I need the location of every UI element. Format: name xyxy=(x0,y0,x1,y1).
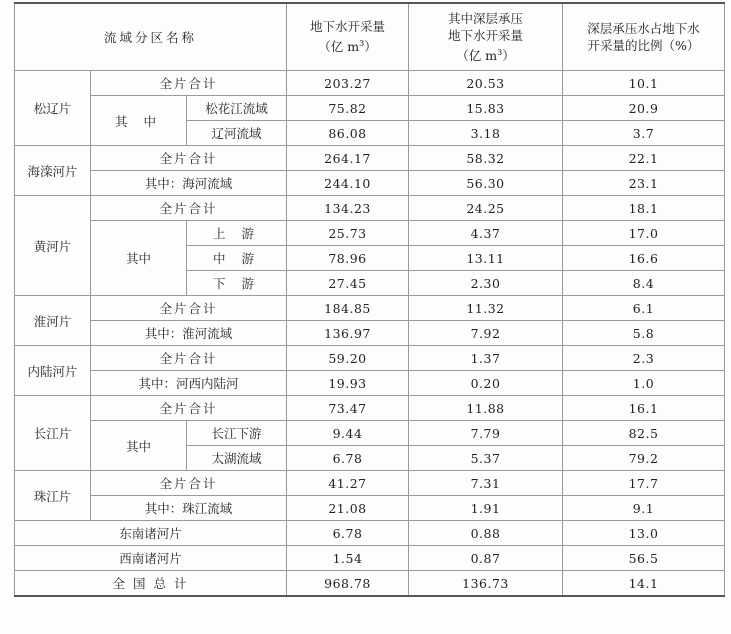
qizhong-label: 其中 xyxy=(91,221,187,296)
group-name: 内陆河片 xyxy=(15,346,91,396)
table-row xyxy=(15,471,725,496)
cell-ratio: 79.2 xyxy=(563,446,725,471)
unit-superscript: 3 xyxy=(359,39,365,49)
table-row xyxy=(15,71,725,96)
sub-label: 辽河流域 xyxy=(187,121,287,146)
cell-ratio: 18.1 xyxy=(563,196,725,221)
cell-ratio: 14.1 xyxy=(563,571,725,597)
cell-ratio: 17.7 xyxy=(563,471,725,496)
cell-deep-extraction: 5.37 xyxy=(409,446,563,471)
cell-deep-extraction: 7.31 xyxy=(409,471,563,496)
cell-ratio: 17.0 xyxy=(563,221,725,246)
header-extraction xyxy=(287,3,409,71)
cell-extraction: 78.96 xyxy=(287,246,409,271)
cell-ratio: 16.6 xyxy=(563,246,725,271)
unit-superscript: 3 xyxy=(497,47,503,57)
sub-label: 下 游 xyxy=(187,271,287,296)
cell-ratio: 9.1 xyxy=(563,496,725,521)
cell-ratio: 2.3 xyxy=(563,346,725,371)
group-name: 海滦河片 xyxy=(15,146,91,196)
sub-label: 太湖流域 xyxy=(187,446,287,471)
group-name: 珠江片 xyxy=(15,471,91,521)
cell-extraction: 86.08 xyxy=(287,121,409,146)
cell-ratio: 10.1 xyxy=(563,71,725,96)
group-name: 松辽片 xyxy=(15,71,91,146)
cell-deep-extraction: 136.73 xyxy=(409,571,563,597)
cell-extraction: 27.45 xyxy=(287,271,409,296)
single-sub-label: 其中：淮河流域 xyxy=(91,321,287,346)
header-extraction-label: 地下水开采量 xyxy=(309,19,385,35)
region-label: 西南诸河片 xyxy=(15,546,287,571)
cell-deep-extraction: 15.83 xyxy=(409,96,563,121)
cell-extraction: 184.85 xyxy=(287,296,409,321)
header-ratio xyxy=(563,3,725,71)
header-row xyxy=(15,3,725,71)
cell-extraction: 134.23 xyxy=(287,196,409,221)
total-label: 全片合计 xyxy=(91,396,287,421)
cell-ratio: 23.1 xyxy=(563,171,725,196)
header-deep-extraction xyxy=(409,3,563,71)
single-sub-label: 其中：海河流域 xyxy=(91,171,287,196)
cell-extraction: 6.78 xyxy=(287,446,409,471)
header-deep-unit: （亿 m xyxy=(456,48,498,64)
cell-ratio: 56.5 xyxy=(563,546,725,571)
table-row xyxy=(15,496,725,521)
cell-deep-extraction: 7.79 xyxy=(409,421,563,446)
cell-extraction: 6.78 xyxy=(287,521,409,546)
cell-deep-extraction: 13.11 xyxy=(409,246,563,271)
cell-extraction: 25.73 xyxy=(287,221,409,246)
grand-total-label: 全 国 总 计 xyxy=(15,571,287,597)
table-row xyxy=(15,221,725,246)
cell-extraction: 203.27 xyxy=(287,71,409,96)
cell-extraction: 75.82 xyxy=(287,96,409,121)
table-row xyxy=(15,346,725,371)
cell-ratio: 22.1 xyxy=(563,146,725,171)
cell-ratio: 6.1 xyxy=(563,296,725,321)
single-sub-label: 其中：河西内陆河 xyxy=(91,371,287,396)
cell-deep-extraction: 24.25 xyxy=(409,196,563,221)
cell-extraction: 136.97 xyxy=(287,321,409,346)
qizhong-label: 其中 xyxy=(91,421,187,471)
cell-extraction: 1.54 xyxy=(287,546,409,571)
total-label: 全片合计 xyxy=(91,71,287,96)
cell-ratio: 1.0 xyxy=(563,371,725,396)
table-row xyxy=(15,521,725,546)
table-row xyxy=(15,371,725,396)
cell-extraction: 41.27 xyxy=(287,471,409,496)
header-ratio-line1: 深层承压水占地下水 xyxy=(587,21,700,36)
table-row xyxy=(15,421,725,446)
grand-total-row xyxy=(15,571,725,597)
unit-close: ） xyxy=(364,39,377,55)
group-name: 长江片 xyxy=(15,396,91,471)
group-name: 淮河片 xyxy=(15,296,91,346)
table-row xyxy=(15,396,725,421)
sub-label: 长江下游 xyxy=(187,421,287,446)
table-row xyxy=(15,321,725,346)
header-region-name: 流域分区名称 xyxy=(15,3,287,71)
sub-label: 上 游 xyxy=(187,221,287,246)
cell-extraction: 73.47 xyxy=(287,396,409,421)
cell-ratio: 82.5 xyxy=(563,421,725,446)
cell-extraction: 264.17 xyxy=(287,146,409,171)
cell-extraction: 19.93 xyxy=(287,371,409,396)
total-label: 全片合计 xyxy=(91,146,287,171)
cell-deep-extraction: 0.87 xyxy=(409,546,563,571)
table-row xyxy=(15,146,725,171)
cell-ratio: 13.0 xyxy=(563,521,725,546)
cell-deep-extraction: 20.53 xyxy=(409,71,563,96)
cell-deep-extraction: 11.88 xyxy=(409,396,563,421)
region-label: 东南诸河片 xyxy=(15,521,287,546)
cell-deep-extraction: 1.37 xyxy=(409,346,563,371)
cell-deep-extraction: 56.30 xyxy=(409,171,563,196)
cell-deep-extraction: 58.32 xyxy=(409,146,563,171)
header-ratio-line2: 开采量的比例（%） xyxy=(587,38,700,53)
group-name: 黄河片 xyxy=(15,196,91,296)
cell-deep-extraction: 11.32 xyxy=(409,296,563,321)
cell-deep-extraction: 0.88 xyxy=(409,521,563,546)
cell-ratio: 3.7 xyxy=(563,121,725,146)
cell-deep-extraction: 0.20 xyxy=(409,371,563,396)
cell-ratio: 8.4 xyxy=(563,271,725,296)
cell-extraction: 9.44 xyxy=(287,421,409,446)
cell-ratio: 20.9 xyxy=(563,96,725,121)
cell-extraction: 59.20 xyxy=(287,346,409,371)
cell-ratio: 5.8 xyxy=(563,321,725,346)
cell-extraction: 21.08 xyxy=(287,496,409,521)
groundwater-extraction-table xyxy=(14,2,725,597)
table-row xyxy=(15,196,725,221)
header-deep-line1: 其中深层承压 xyxy=(447,10,523,26)
header-extraction-unit: （亿 m xyxy=(318,39,360,55)
unit-close: ） xyxy=(502,48,515,64)
table-row xyxy=(15,96,725,121)
total-label: 全片合计 xyxy=(91,196,287,221)
table-row xyxy=(15,546,725,571)
total-label: 全片合计 xyxy=(91,296,287,321)
qizhong-label: 其 中 xyxy=(91,96,187,146)
header-deep-line2: 地下水开采量 xyxy=(447,27,523,43)
table-row xyxy=(15,296,725,321)
cell-extraction: 968.78 xyxy=(287,571,409,597)
total-label: 全片合计 xyxy=(91,471,287,496)
cell-deep-extraction: 4.37 xyxy=(409,221,563,246)
single-sub-label: 其中：珠江流域 xyxy=(91,496,287,521)
sub-label: 松花江流域 xyxy=(187,96,287,121)
cell-deep-extraction: 2.30 xyxy=(409,271,563,296)
cell-ratio: 16.1 xyxy=(563,396,725,421)
cell-deep-extraction: 7.92 xyxy=(409,321,563,346)
sub-label: 中 游 xyxy=(187,246,287,271)
cell-extraction: 244.10 xyxy=(287,171,409,196)
cell-deep-extraction: 1.91 xyxy=(409,496,563,521)
total-label: 全片合计 xyxy=(91,346,287,371)
table-row xyxy=(15,171,725,196)
cell-deep-extraction: 3.18 xyxy=(409,121,563,146)
